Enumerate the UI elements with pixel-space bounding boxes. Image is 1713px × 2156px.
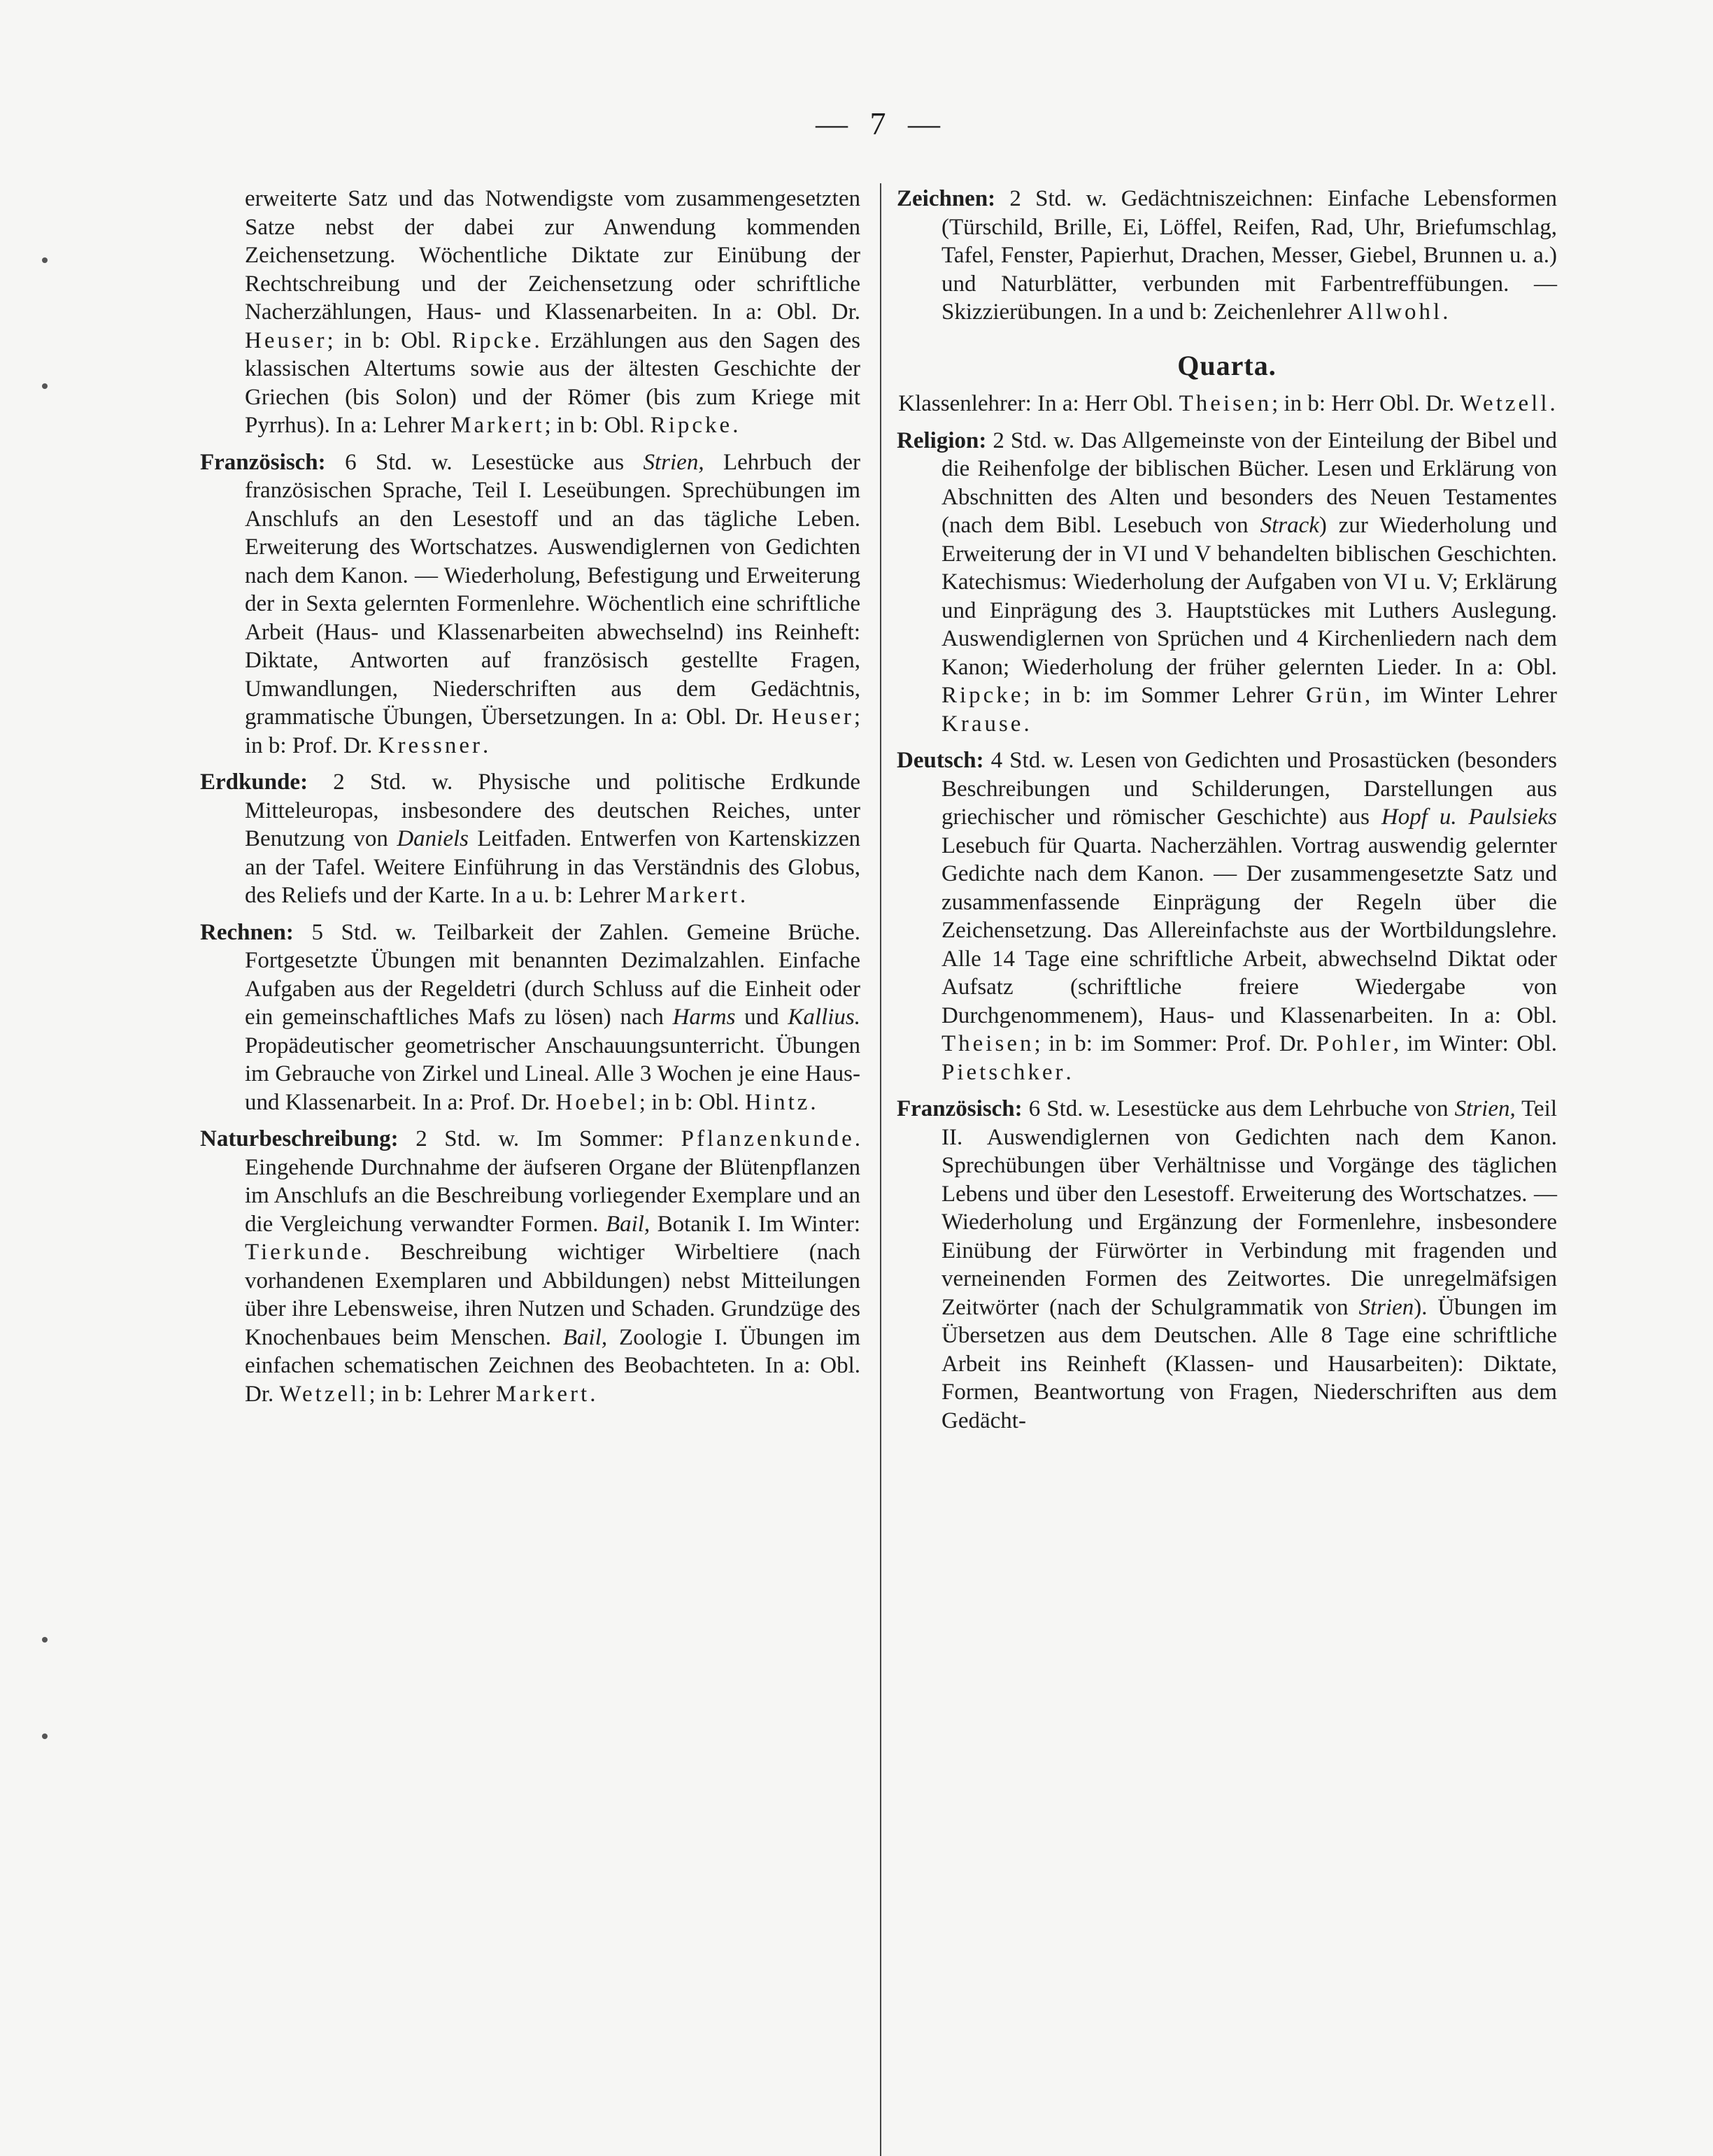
subject-label: Religion:: [897, 427, 987, 453]
book-title: Strien,: [643, 449, 704, 475]
teacher-name: Hintz: [745, 1089, 811, 1115]
book-title: Strien,: [1454, 1096, 1516, 1121]
teacher-name: Pohler: [1316, 1031, 1393, 1056]
subject-erdkunde: Erdkunde: 2 Std. w. Physische und politische Erdkunde Mitteleuropas, insbesondere des deutschen Reiches, unter Benutzung von Daniels Leitfaden. Entwerfen von Kartenskizzen an der Tafel. Weitere Einführung in das Verständnis des Globus, des Reliefs und der Karte. In a u. b: Lehrer Markert.: [200, 770, 860, 908]
continued-section: [200, 185, 860, 440]
subject-franzoesisch: Französisch: 6 Std. w. Lesestücke aus Strien, Lehrbuch der französischen Sprache, Teil I. Leseübungen. Sprechübungen im Anschlufs an den Lesestoff und an das tägliche Leben. Erweiterung des Wortschatzes. Auswendiglernen von Gedichten nach dem Kanon. — Wiederholung, Befestigung und Erweiterung der in Sexta gelernten Formenlehre. Wöchentlich eine schriftliche Arbeit (Haus- und Klassenarbeiten abwechselnd) ins Reinheft: Diktate, Antworten auf französisch gestellte Fragen, Umwandlungen, Niederschriften aus dem Gedächtnis, grammatische Übungen, Übersetzungen. In a: Obl. Dr. Heuser; in b: Prof. Dr. Kressner.: [200, 449, 861, 758]
book-title: Strack: [1260, 513, 1319, 538]
book-title: Harms: [672, 1005, 736, 1030]
topic-name: Pflanzenkunde: [681, 1126, 855, 1151]
book-title: Strien: [1358, 1294, 1414, 1320]
subject-deutsch: Deutsch: 4 Std. w. Lesen von Gedichten und Prosastücken (besonders Beschreibungen und Schilderungen, Darstellungen aus griechischer und römischer Geschichte) aus Hopf u. Paulsieks Lesebuch für Quarta. Nacherzählen. Vortrag auswendig gelernter Gedichte nach dem Kanon. — Der zusammengesetzte Satz und zusammenfassende Einprägung der Regeln über die Zeichensetzung. Das Allereinfachste aus der Wortbildungslehre. Alle 14 Tage eine schriftliche Arbeit, abwechselnd Diktat oder Aufsatz (schriftliche freiere Wiedergabe von Durchgenommenem), Haus- und Klassenarbeiten. In a: Obl. Theisen; in b: im Sommer: Prof. Dr. Pohler, im Winter: Obl. Pietschker.: [897, 748, 1557, 1085]
subject-religion: Religion: 2 Std. w. Das Allgemeinste von der Einteilung der Bibel und die Reihenfolge der biblischen Bücher. Lesen und Erklärung von Abschnitten des Alten und besonders des Neuen Testamentes (nach dem Bibl. Lesebuch von Strack) zur Wiederholung und Erweiterung der in VI und V behandelten biblischen Geschichten. Katechismus: Wiederholung der Aufgaben von VI u. V; Erklärung und Einprägung des 3. Hauptstückes mit Luthers Auslegung. Auswendiglernen von Sprüchen und 4 Kirchenliedern nach dem Kanon; Wiederholung der früher gelernten Lieder. In a: Obl. Ripcke; in b: im Sommer Lehrer Grün, im Winter Lehrer Krause.: [897, 427, 1557, 737]
teacher-name: Ripcke: [451, 327, 534, 353]
teacher-name: Pietschker: [941, 1059, 1066, 1085]
book-title: Bail,: [605, 1211, 651, 1237]
subject-label: Französisch:: [897, 1096, 1023, 1121]
teacher-name: Markert: [450, 413, 545, 438]
subject-naturbeschreibung: Naturbeschreibung: 2 Std. w. Im Sommer: Pflanzenkunde. Eingehende Durchnahme der äufseren Organe der Blütenpflanzen im Anschlufs an die Beschreibung vorliegender Exemplare und an die Vergleichung verwandter Formen. Bail, Botanik I. Im Winter: Tierkunde. Beschreibung wichtiger Wirbeltiere (nach vorhandenen Exemplaren und Abbildungen) nebst Mitteilungen über ihre Lebensweise, ihren Nutzen und Schaden. Grundzüge des Knochenbaues beim Menschen. Bail, Zoologie I. Übungen im einfachen schematischen Zeichnen des Beobachteten. In a: Obl. Dr. Wetzell; in b: Lehrer Markert.: [200, 1126, 860, 1407]
teacher-name: Heuser: [772, 704, 854, 730]
margin-mark: [42, 1733, 48, 1739]
subject-label: Zeichnen:: [897, 186, 996, 211]
teacher-name: Theisen: [941, 1031, 1035, 1056]
teacher-name: Kressner: [378, 732, 483, 758]
teacher-name: Wetzell: [1460, 391, 1550, 416]
subject-label: Rechnen:: [200, 919, 294, 945]
teacher-name: Allwohl: [1347, 299, 1443, 325]
book-title: Bail,: [562, 1324, 608, 1350]
book-title: Daniels: [397, 826, 469, 851]
teacher-name: Ripcke: [650, 413, 733, 438]
subject-label: Deutsch:: [897, 748, 984, 773]
book-title: Kallius.: [788, 1005, 861, 1030]
book-title: Hopf u. Paulsieks: [1381, 804, 1557, 830]
page-number: — 7 —: [816, 106, 947, 141]
teacher-name: Krause: [941, 711, 1024, 737]
subject-label: Erdkunde:: [200, 770, 308, 795]
left-column: [200, 185, 860, 1417]
teacher-name: Hoebel: [555, 1089, 639, 1115]
margin-mark: [42, 1637, 48, 1643]
subject-label: Französisch:: [200, 449, 326, 475]
class-teacher-line: Klassenlehrer: In a: Herr Obl. Theisen; in b: Herr Obl. Dr. Wetzell.: [898, 391, 1556, 416]
teacher-name: Markert: [495, 1381, 590, 1407]
class-heading: Quarta.: [1177, 349, 1277, 381]
teacher-name: Heuser: [245, 327, 327, 353]
margin-mark: [42, 257, 48, 263]
column-divider: [880, 183, 881, 2156]
teacher-name: Theisen: [1179, 391, 1272, 416]
subject-rechnen: Rechnen: 5 Std. w. Teilbarkeit der Zahlen. Gemeine Brüche. Fortgesetzte Übungen mit benannten Dezimalzahlen. Einfache Aufgaben aus der Regeldetri (durch Schluss auf die Einheit oder ein gemeinschaftliches Mafs zu lösen) nach Harms und Kallius. Propädeutischer geometrischer Anschauungsunterricht. Übungen im Gebrauche von Zirkel und Lineal. Alle 3 Wochen je eine Haus- und Klassenarbeit. In a: Prof. Dr. Hoebel; in b: Obl. Hintz.: [200, 919, 861, 1115]
subject-label: Naturbeschreibung:: [200, 1126, 399, 1151]
right-column: [897, 185, 1557, 1443]
teacher-name: Ripcke: [941, 683, 1024, 708]
teacher-name: Grün: [1306, 683, 1365, 708]
margin-mark: [42, 383, 48, 389]
continued-text: erweiterte Satz und das Notwendigste vom zusammengesetzten Satze nebst der dabei zur Anwendung kommenden Zeichensetzung. Wöchentliche Diktate zur Einübung der Rechtschreibung und der Zeichensetzung oder schriftliche Nacherzählungen, Haus- und Klassenarbeiten. In a: Obl. Dr. Heuser; in b: Obl. Ripcke. Erzählungen aus den Sagen des klassischen Altertums sowie aus der ältesten Geschichte der Griechen (bis Solon) und der Römer (bis zum Kriege mit Pyrrhus). In a: Lehrer Markert; in b: Obl. Ripcke.: [245, 186, 861, 438]
teacher-name: Markert: [646, 883, 740, 908]
topic-name: Tierkunde: [245, 1240, 364, 1265]
teacher-name: Wetzell: [279, 1381, 369, 1407]
subject-zeichnen: Zeichnen: 2 Std. w. Gedächtniszeichnen: Einfache Lebensformen (Türschild, Brille, Ei, Löffel, Reifen, Rad, Uhr, Briefumschlag, Tafel, Fenster, Papierhut, Drachen, Messer, Giebel, Brunnen u. a.) und Naturblätter, verbunden mit Farbentreffübungen. — Skizzierübungen. In a und b: Zeichenlehrer Allwohl.: [897, 186, 1557, 325]
subject-franzoesisch: Französisch: 6 Std. w. Lesestücke aus dem Lehrbuche von Strien, Teil II. Auswendiglernen von Gedichten nach dem Kanon. Sprechübungen über Verhältnisse und Vorgänge des täglichen Lebens und über den Lesestoff. Erweiterung des Wortschatzes. — Wiederholung und Ergänzung der Formenlehre, insbesondere Einübung der Fürwörter in Verbindung mit fragenden und verneinenden Formen des Zeitwortes. Die unregelmäfsigen Zeitwörter (nach der Schulgrammatik von Strien). Übungen im Übersetzen aus dem Deutschen. Alle 8 Tage eine schriftliche Arbeit ins Reinheft (Klassen- und Hausarbeiten): Diktate, Formen, Beantwortung von Fragen, Niederschriften aus dem Gedächt-: [897, 1096, 1557, 1433]
